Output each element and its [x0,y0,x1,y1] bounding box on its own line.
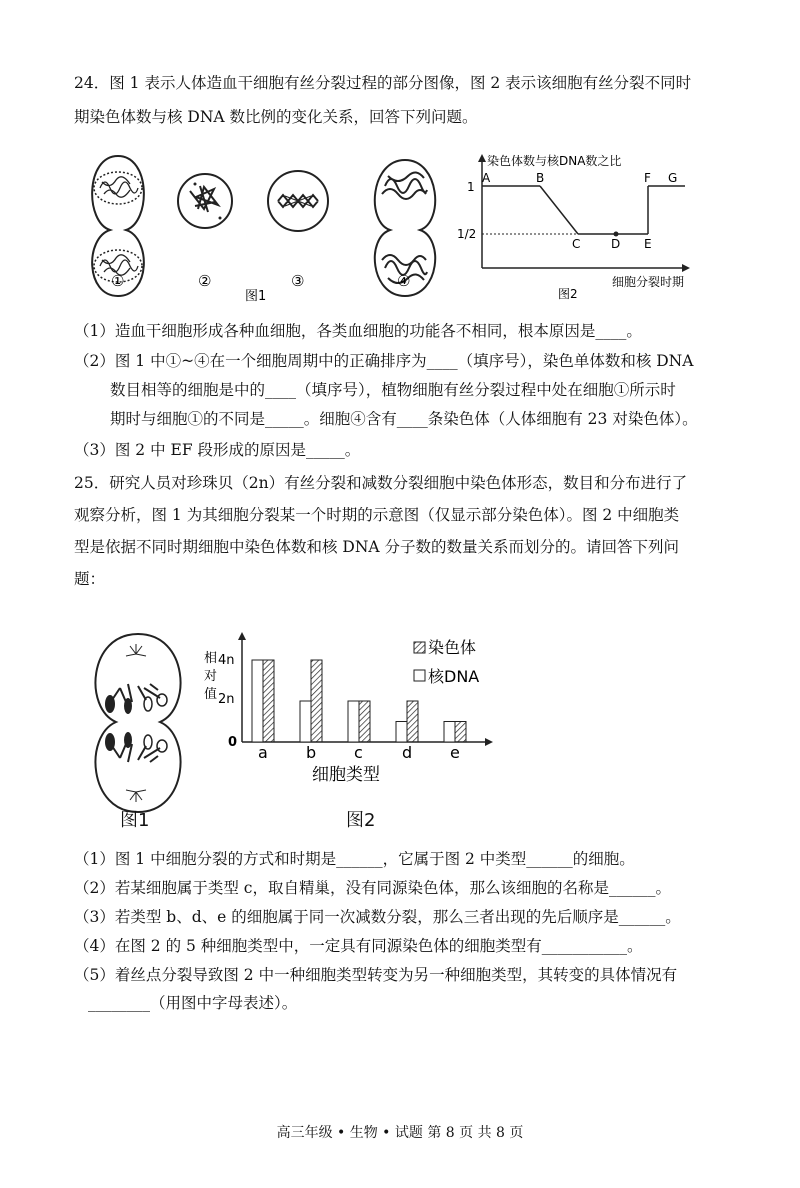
legend-chromosome: 染色体 [428,638,477,657]
ytick-2n: 2n [218,692,235,707]
category-label-a: a [258,743,268,762]
point-A: A [482,171,491,185]
cell-label-4: ④ [397,272,411,290]
cell-label-2: ② [198,272,212,290]
point-D: D [611,237,621,251]
q25-fig1-caption: 图1 [120,810,150,831]
q24-fig2-title: 染色体数与核DNA数之比 [487,154,622,168]
category-label-c: c [354,743,363,762]
bar-chromosome-d [407,701,418,742]
q24-stem-line2: 期染色体数与核 DNA 数比例的变化关系，回答下列问题。 [74,108,478,126]
q24-fig2-ytick-half: 1/2 [457,227,477,241]
point-E: E [644,237,652,251]
bar-dna-c [348,701,359,742]
q24-part2-line3: 期时与细胞①的不同是_____。细胞④含有____条染色体（人体细胞有 23 对染色体）。 [110,410,698,428]
point-G: G [668,171,678,185]
bar-chromosome-b [311,660,322,742]
q24-part2-line2: 数目相等的细胞是中的____（填序号），植物细胞有丝分裂过程中处在细胞①所示时 [110,381,676,399]
ytick-4n: 4n [218,653,235,668]
q24-figure1 [70,146,450,306]
category-label-d: d [402,743,413,762]
q25-part5-line1: （5）着丝点分裂导致图 2 中一种细胞类型转变为另一种细胞类型，其转变的具体情况有 [74,966,678,984]
category-label-e: e [450,743,460,762]
q24-part1: （1）造血干细胞形成各种血细胞，各类血细胞的功能各不相同，根本原因是____。 [74,322,642,340]
chart-xlabel: 细胞类型 [312,765,380,785]
legend-swatch-chromosome [414,642,425,653]
ylabel-char-1: 相 [204,651,218,666]
cell-2-prophase [178,174,232,228]
bar-chromosome-e [455,722,466,743]
point-C: C [572,237,581,251]
q25-stem-line4: 题： [74,570,106,588]
q25-part1: （1）图 1 中细胞分裂的方式和时期是______，它属于图 2 中类型______的细胞。 [74,850,635,868]
q25-stem-line1: 25．研究人员对珍珠贝（2n）有丝分裂和减数分裂细胞中染色体形态，数目和分布进行了 [74,474,688,492]
legend-dna: 核DNA [428,667,480,686]
q24-part3: （3）图 2 中 EF 段形成的原因是_____。 [74,441,361,459]
q24-fig1-caption: 图1 [245,289,267,304]
bar-dna-a [252,660,263,742]
q25-fig2-caption: 图2 [346,810,376,831]
bar-dna-b [300,701,311,742]
legend-swatch-dna [414,670,425,681]
ytick-0: 0 [228,735,238,750]
point-B: B [536,171,545,185]
segment-BC [540,186,578,234]
q24-fig2-caption: 图2 [558,287,578,301]
q24-part2-line1: （2）图 1 中①~④在一个细胞周期中的正确排序为____（填序号），染色单体数和核 DNA [74,352,694,370]
q25-part4: （4）在图 2 的 5 种细胞类型中，一定具有同源染色体的细胞类型有___________。 [74,937,643,955]
bar-dna-d [396,722,407,743]
q24-fig2-xlabel: 细胞分裂时期 [612,275,685,289]
q25-part2: （2）若某细胞属于类型 c，取自精巢，没有同源染色体，那么该细胞的名称是______。 [74,879,671,897]
q25-stem-line2: 观察分析，图 1 为其细胞分裂某一个时期的示意图（仅显示部分染色体）。图 2 中细胞类 [74,506,680,524]
q25-figure2-chart [190,630,510,790]
cell-label-3: ③ [291,272,305,290]
point-F: F [644,171,651,185]
ylabel-char-2: 对 [204,669,218,684]
q24-figure2 [440,148,720,308]
q25-stem-line3: 型是依据不同时期细胞中染色体数和核 DNA 分子数的数量关系而划分的。请回答下列问 [74,538,680,556]
cell-3-metaphase [268,171,328,231]
bar-dna-e [444,722,455,743]
cell-label-1: ① [111,272,125,290]
bar-chromosome-c [359,701,370,742]
ylabel-char-3: 值 [204,687,218,702]
q24-fig2-ytick-1: 1 [467,180,475,194]
q25-part3: （3）若类型 b、d、e 的细胞属于同一次减数分裂，那么三者出现的先后顺序是______。 [74,908,681,926]
category-label-b: b [306,743,317,762]
page-footer: 高三年级 • 生物 • 试题 第 8 页 共 8 页 [276,1125,524,1141]
q25-part5-line2: ________（用图中字母表述）。 [88,994,298,1012]
q24-stem-line1: 24．图 1 表示人体造血干细胞有丝分裂过程的部分图像，图 2 表示该细胞有丝分裂不同时 [74,74,692,92]
bar-chromosome-a [263,660,274,742]
